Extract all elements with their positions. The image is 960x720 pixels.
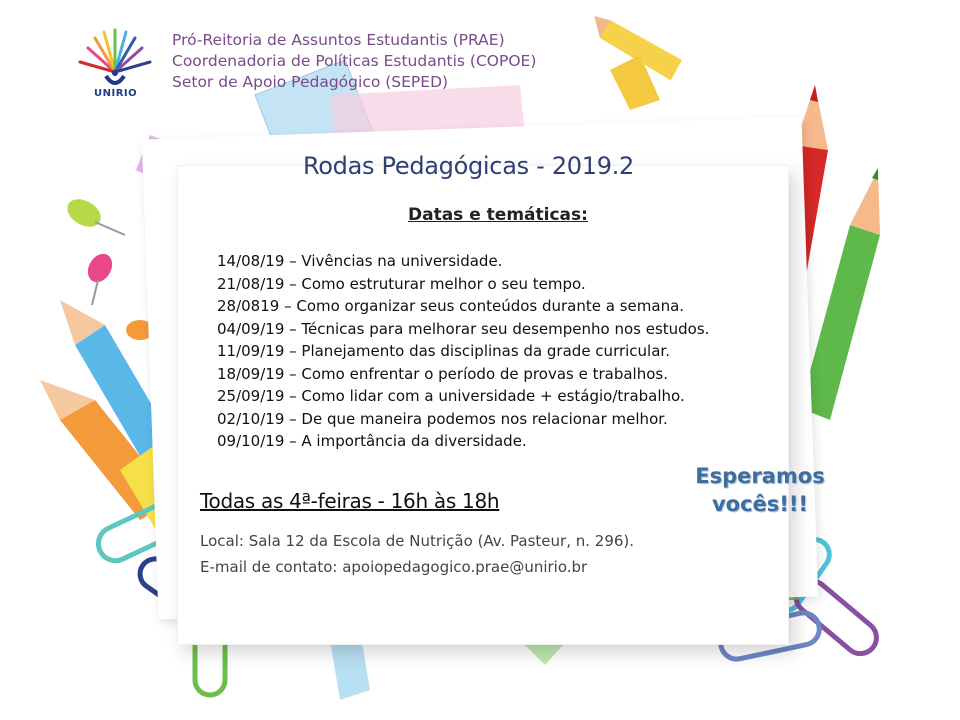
schedule-item: 28/0819 – Como organizar seus conteúdos durante a semana. [217,297,685,315]
schedule-item: 14/08/19 – Vivências na universidade. [217,252,503,270]
schedule-item: 02/10/19 – De que maneira podemos nos relacionar melhor. [217,409,668,428]
welcome-line-1: Esperamos [695,464,825,488]
schedule-list [217,250,709,453]
schedule-item: 21/08/19 – Como estruturar melhor o seu tempo. [217,274,586,293]
header-copoe: Coordenadoria de Políticas Estudantis (COPOE) [172,52,537,70]
weekday-time: Todas as 4ª-feiras - 16h às 18h [200,489,500,513]
schedule-item: 04/09/19 – Técnicas para melhorar seu desempenho nos estudos. [217,319,710,338]
schedule-item: 11/09/19 – Planejamento das disciplinas da grade curricular. [217,342,670,360]
logo-text: UNIRIO [94,88,138,99]
section-subtitle: Datas e temáticas: [408,205,588,225]
welcome-message [690,462,830,518]
schedule-item: 09/10/19 – A importância da diversidade. [217,432,527,450]
pushpin-green-icon [62,194,125,235]
location-text: Local: Sala 12 da Escola de Nutrição (Av. Pasteur, n. 296). [200,532,635,550]
pushpin-pink-icon [83,250,117,305]
schedule-item: 18/09/19 – Como enfrentar o período de provas e trabalhos. [217,364,668,383]
welcome-line-2: vocês!!! [711,492,809,516]
header-prae: Pró-Reitoria de Assuntos Estudantis (PRAE) [172,31,505,49]
page-title: Rodas Pedagógicas - 2019.2 [303,152,635,180]
header-seped: Setor de Apoio Pedagógico (SEPED) [172,73,449,91]
contact-email: E-mail de contato: apoiopedagogico.prae@unirio.br [200,558,588,576]
schedule-item: 25/09/19 – Como lidar com a universidade + estágio/trabalho. [217,387,685,405]
